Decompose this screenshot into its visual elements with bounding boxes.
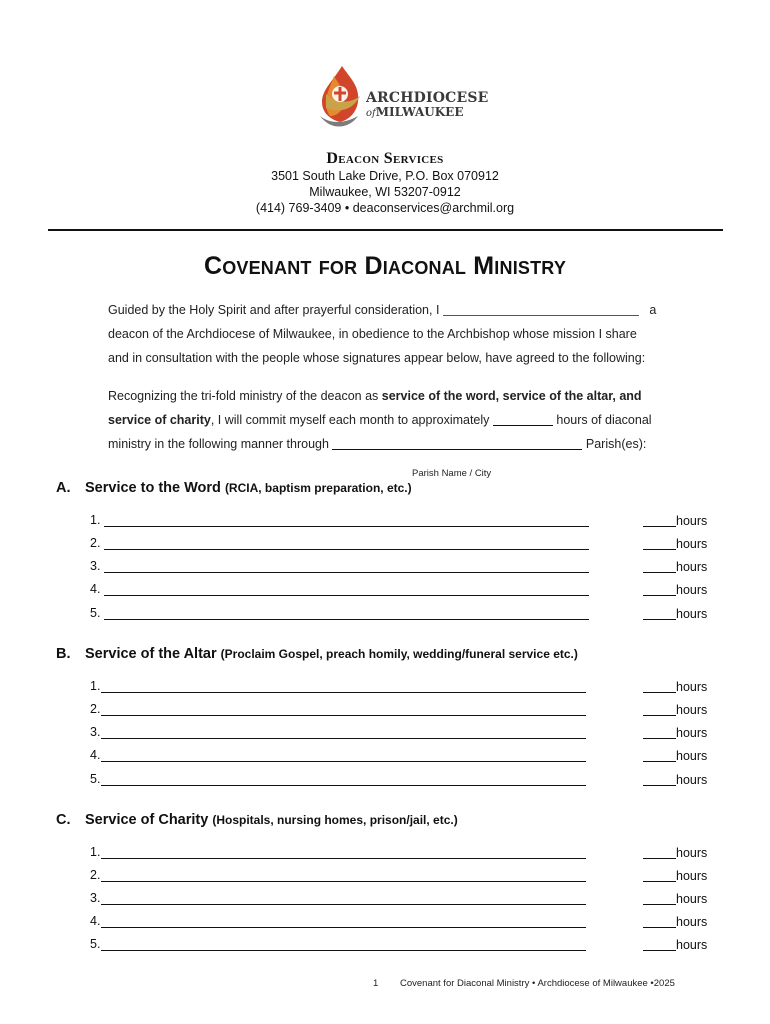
office-contact: (414) 769-3409 • deaconservices@archmil.org <box>255 201 515 215</box>
office-title: Deacon Services <box>326 150 444 167</box>
logo-line2: ofMILWAUKEE <box>366 105 464 119</box>
section-b-item: 4. hours <box>90 748 708 763</box>
activity-field[interactable] <box>101 881 586 882</box>
hours-field[interactable] <box>643 845 676 859</box>
section-c-item: 4. hours <box>90 914 708 929</box>
intro-paragraph <box>108 298 668 370</box>
office-address1: 3501 South Lake Drive, P.O. Box 070912 <box>271 169 499 183</box>
section-c-heading: C. Service of Charity (Hospitals, nursing homes, prison/jail, etc.) <box>56 812 458 828</box>
hours-field[interactable] <box>643 679 676 693</box>
activity-field[interactable] <box>101 738 586 739</box>
activity-field[interactable] <box>101 927 586 928</box>
hours-field[interactable] <box>643 559 676 573</box>
activity-field[interactable] <box>104 595 589 596</box>
section-b-item: 5. hours <box>90 772 708 787</box>
section-b-item: 1. hours <box>90 679 708 694</box>
hours-field[interactable] <box>643 748 676 762</box>
footer-text: Covenant for Diaconal Ministry • Archdiocese of Milwaukee •2025 <box>400 978 675 989</box>
monthly-hours-field[interactable] <box>493 411 553 426</box>
hours-field[interactable] <box>643 536 676 550</box>
hours-field[interactable] <box>643 937 676 951</box>
document-title: Covenant for Diaconal Ministry <box>203 252 567 280</box>
activity-field[interactable] <box>101 858 586 859</box>
section-c-item: 1. hours <box>90 845 708 860</box>
hours-field[interactable] <box>643 513 676 527</box>
header-divider <box>48 229 723 231</box>
deacon-name-field[interactable] <box>443 301 639 316</box>
hours-field[interactable] <box>643 582 676 596</box>
intro-line-2: deacon of the Archdiocese of Milwaukee, in obedience to the Archbishop whose mission I share <box>108 327 637 341</box>
hours-field[interactable] <box>643 772 676 786</box>
activity-field[interactable] <box>101 950 586 951</box>
hours-field[interactable] <box>643 868 676 882</box>
section-a-heading: A. Service to the Word (RCIA, baptism preparation, etc.) <box>56 480 412 496</box>
hours-field[interactable] <box>643 702 676 716</box>
activity-field[interactable] <box>104 619 589 620</box>
activity-field[interactable] <box>101 715 586 716</box>
section-a-item: 1. hours <box>90 513 708 528</box>
activity-field[interactable] <box>101 785 586 786</box>
commit-line-2: service of charity, I will commit myself each month to approximately hours of diaconal <box>108 413 652 427</box>
section-b-heading: B. Service of the Altar (Proclaim Gospel, preach homily, wedding/funeral service etc.) <box>56 646 578 662</box>
hours-field[interactable] <box>643 606 676 620</box>
section-c-item: 3. hours <box>90 891 708 906</box>
section-a-item: 5. hours <box>90 606 708 621</box>
hours-field[interactable] <box>643 914 676 928</box>
section-c-item: 5. hours <box>90 937 708 952</box>
commitment-paragraph <box>108 384 668 456</box>
activity-field[interactable] <box>101 692 586 693</box>
section-c-item: 2. hours <box>90 868 708 883</box>
section-a-item: 4. hours <box>90 582 708 597</box>
parish-field-caption: Parish Name / City <box>412 468 492 479</box>
activity-field[interactable] <box>104 526 589 527</box>
section-b-item: 3. hours <box>90 725 708 740</box>
logo-line1: ARCHDIOCESE <box>366 90 489 106</box>
intro-line-3: and in consultation with the people whose signatures appear below, have agreed to the following: <box>108 351 646 365</box>
activity-field[interactable] <box>104 572 589 573</box>
section-a-item: 3. hours <box>90 559 708 574</box>
section-b-item: 2. hours <box>90 702 708 717</box>
activity-field[interactable] <box>101 761 586 762</box>
intro-line-1: Guided by the Holy Spirit and after prayerful consideration, I a <box>108 303 657 317</box>
commit-line-3: ministry in the following manner through Parish(es): <box>108 437 647 451</box>
activity-field[interactable] <box>101 904 586 905</box>
page-number: 1 <box>373 978 379 989</box>
activity-field[interactable] <box>104 549 589 550</box>
section-a-item: 2. hours <box>90 536 708 551</box>
archdiocese-logo <box>314 64 489 136</box>
hours-field[interactable] <box>643 725 676 739</box>
office-header <box>0 150 770 216</box>
flame-dove-emblem-icon <box>314 64 366 136</box>
commit-line-1: Recognizing the tri-fold ministry of the deacon as service of the word, service of the altar, and <box>108 389 642 403</box>
office-address2: Milwaukee, WI 53207-0912 <box>309 185 461 199</box>
hours-field[interactable] <box>643 891 676 905</box>
parish-name-field[interactable] <box>332 435 582 450</box>
